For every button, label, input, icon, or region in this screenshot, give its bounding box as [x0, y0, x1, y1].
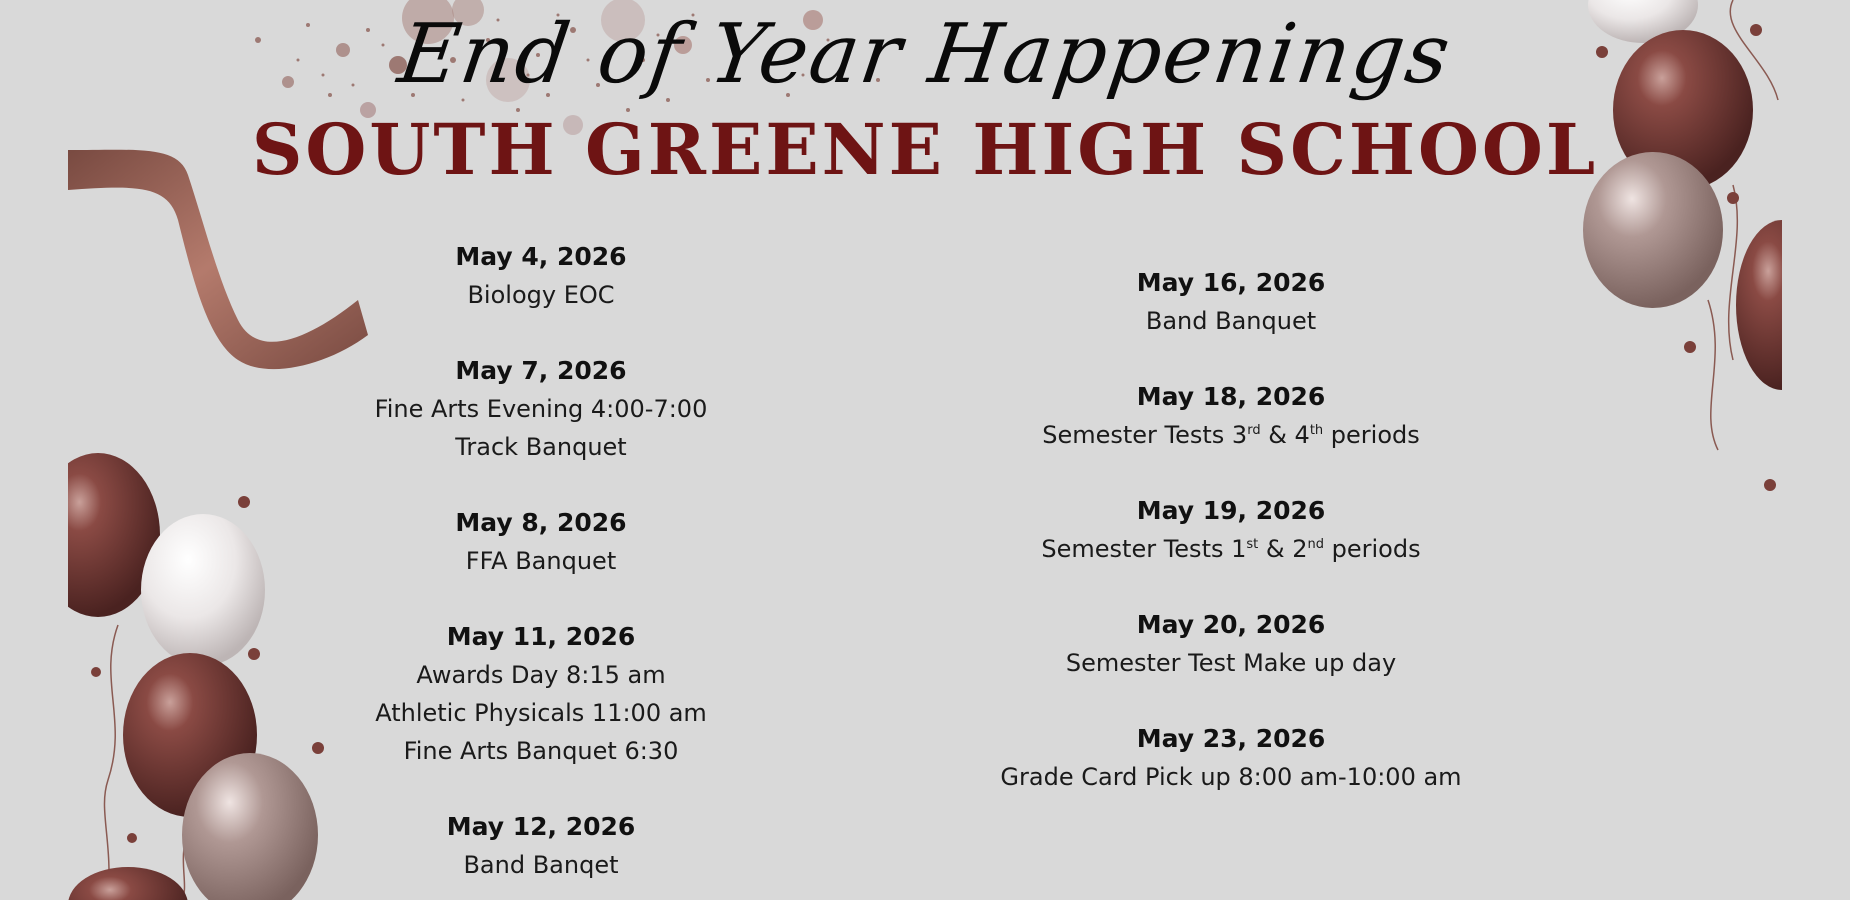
event-group — [881, 606, 1581, 682]
event-item: Fine Arts Banquet 6:30 — [403, 737, 679, 765]
event-text: & 4 — [1260, 421, 1310, 449]
ordinal-suffix: rd — [1247, 423, 1261, 438]
event-item: Band Banquet — [1145, 307, 1317, 335]
event-item — [881, 530, 1581, 568]
script-title: End of Year Happenings — [392, 7, 1458, 102]
ordinal-suffix: nd — [1307, 537, 1324, 552]
event-text: Semester Tests 1 — [1041, 535, 1247, 563]
event-date: May 19, 2026 — [1136, 496, 1326, 525]
event-item: Biology EOC — [467, 281, 615, 309]
ordinal-suffix: st — [1246, 537, 1259, 552]
event-group — [191, 808, 891, 884]
event-date: May 23, 2026 — [1136, 724, 1326, 753]
event-date: May 4, 2026 — [455, 242, 627, 271]
event-date: May 7, 2026 — [455, 356, 627, 385]
event-item: Athletic Physicals 11:00 am — [375, 699, 707, 727]
event-group — [191, 352, 891, 466]
event-date: May 11, 2026 — [446, 622, 636, 651]
event-date: May 20, 2026 — [1136, 610, 1326, 639]
event-group — [881, 378, 1581, 454]
event-item: Grade Card Pick up 8:00 am-10:00 am — [1000, 763, 1462, 791]
event-group — [881, 720, 1581, 796]
school-name: SOUTH GREENE HIGH SCHOOL — [251, 108, 1599, 191]
flyer — [68, 0, 1782, 900]
ordinal-suffix: th — [1309, 423, 1324, 438]
event-item: Awards Day 8:15 am — [416, 661, 666, 689]
event-item: Track Banquet — [455, 433, 627, 461]
event-text: Semester Tests 3 — [1042, 421, 1248, 449]
event-text: periods — [1324, 535, 1421, 563]
left-column — [191, 238, 891, 900]
event-text: periods — [1323, 421, 1420, 449]
event-group — [881, 264, 1581, 340]
event-item: Band Banqet — [463, 851, 619, 879]
event-item: FFA Banquet — [465, 547, 617, 575]
event-group — [191, 504, 891, 580]
event-item — [881, 416, 1581, 454]
event-date: May 8, 2026 — [455, 508, 627, 537]
event-date: May 12, 2026 — [446, 812, 636, 841]
event-text: & 2 — [1258, 535, 1308, 563]
event-group — [881, 492, 1581, 568]
event-date: May 18, 2026 — [1136, 382, 1326, 411]
event-group — [191, 238, 891, 314]
event-group — [191, 618, 891, 770]
event-date: May 16, 2026 — [1136, 268, 1326, 297]
right-column — [881, 264, 1581, 834]
event-item: Fine Arts Evening 4:00-7:00 — [374, 395, 708, 423]
event-item: Semester Test Make up day — [1065, 649, 1397, 677]
